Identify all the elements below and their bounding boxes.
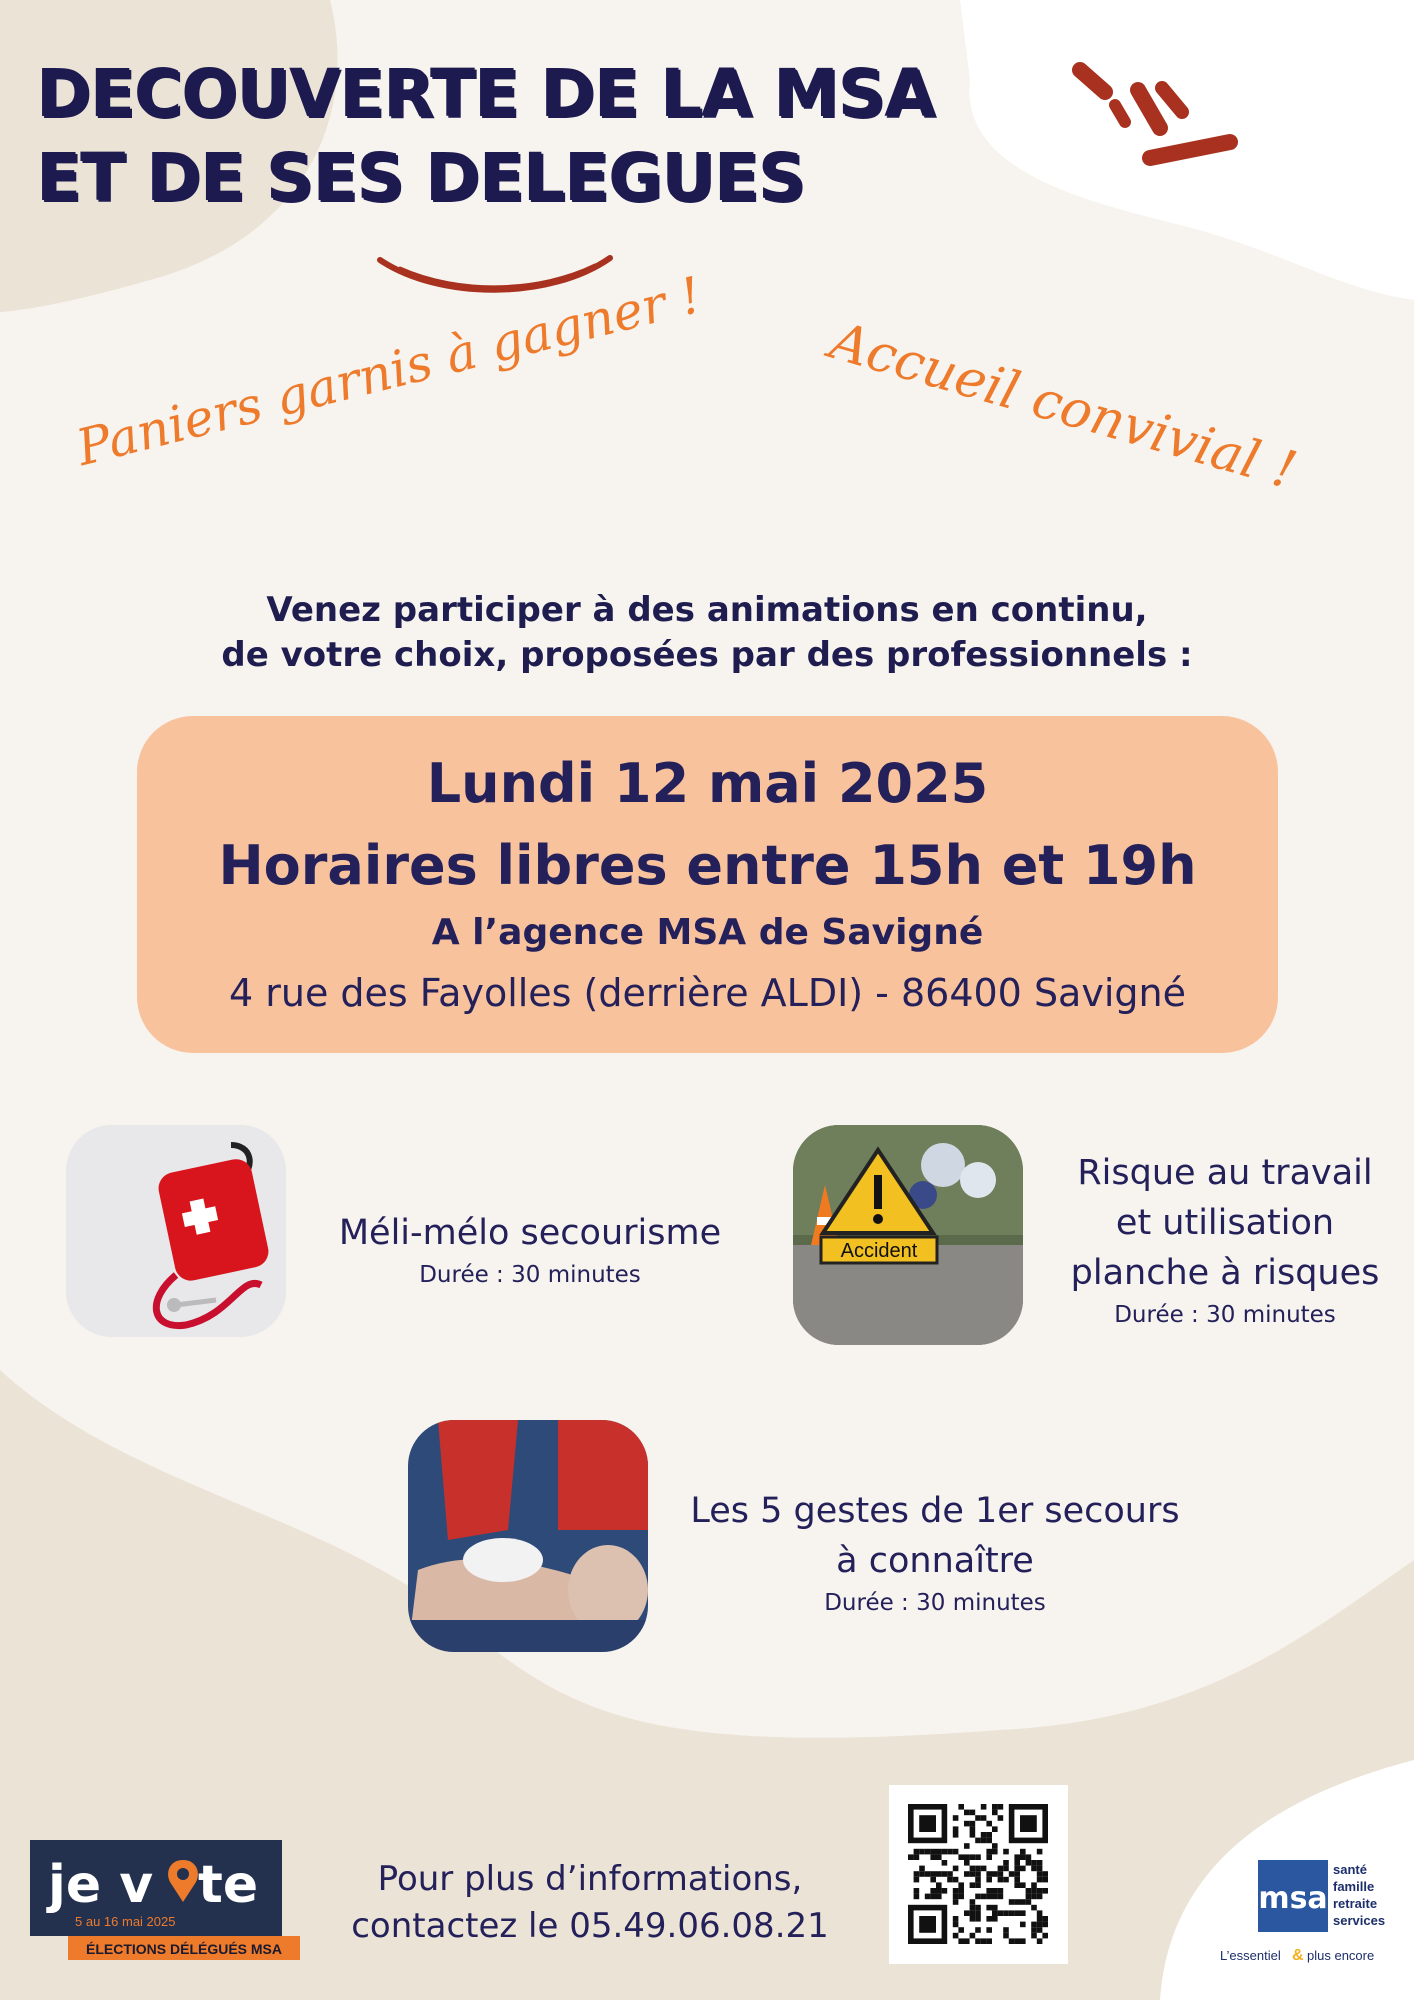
msa-mark: msa — [1258, 1881, 1328, 1916]
activity-name-line-3: planche à risques — [1070, 1253, 1380, 1293]
activity-duration: Durée : 30 minutes — [419, 1262, 641, 1288]
title-line-1: DECOUVERTE DE LA MSA — [36, 55, 935, 132]
activity-name-line-2: à connaître — [836, 1541, 1034, 1581]
activity-name-line-2: et utilisation — [1115, 1203, 1335, 1243]
activity-duration: Durée : 30 minutes — [824, 1590, 1046, 1616]
msa-word-4: services — [1333, 1913, 1386, 1928]
intro-text — [0, 588, 1414, 678]
activity-risque — [1040, 1148, 1410, 1332]
qr-code-icon — [889, 1785, 1068, 1964]
event-date: Lundi 12 mai 2025 — [426, 752, 989, 815]
event-hours: Horaires libres entre 15h et 19h — [218, 834, 1197, 897]
sparkle-strokes-icon — [1070, 50, 1270, 190]
msa-slogan-left: L’essentiel — [1220, 1948, 1281, 1963]
msa-word-1: santé — [1333, 1862, 1367, 1877]
badge-dates: 5 au 16 mai 2025 — [75, 1914, 176, 1929]
badge-te: te — [198, 1855, 259, 1915]
tagline-accueil: Accueil convivial ! — [823, 311, 1303, 502]
activity-name-line-1: Risque au travail — [1077, 1153, 1373, 1193]
page-title — [36, 52, 934, 220]
activity-duration: Durée : 30 minutes — [1114, 1302, 1336, 1328]
badge-election: ÉLECTIONS DÉLÉGUÉS MSA — [85, 1941, 283, 1957]
badge-je-v: je v — [48, 1855, 154, 1915]
msa-word-2: famille — [1333, 1879, 1375, 1894]
msa-word-3: retraite — [1333, 1896, 1378, 1911]
contact-line-1: Pour plus d’informations, — [377, 1859, 803, 1899]
msa-slogan-amp: & — [1292, 1947, 1304, 1964]
intro-line-1: Venez participer à des animations en continu, — [266, 590, 1148, 630]
intro-line-2: de votre choix, proposées par des professionnels : — [221, 635, 1193, 675]
je-vote-badge — [30, 1840, 300, 1966]
msa-slogan-right: plus encore — [1307, 1948, 1375, 1963]
activity-name: Méli-mélo secourisme — [338, 1213, 722, 1253]
event-place: A l’agence MSA de Savigné — [431, 912, 984, 953]
activity-gestes — [670, 1486, 1200, 1620]
accident-sign-label: Accident — [840, 1240, 918, 1262]
msa-logo — [1215, 1860, 1414, 1970]
tagline-paniers: Paniers garnis à gagner ! — [70, 265, 708, 478]
event-info-box — [137, 716, 1278, 1053]
accident-sign-photo — [793, 1125, 1023, 1345]
cpr-training-photo — [408, 1420, 648, 1652]
activity-secourisme — [320, 1208, 740, 1292]
first-aid-kit-photo — [66, 1125, 286, 1337]
qr-code[interactable] — [889, 1785, 1068, 1964]
contact-info — [330, 1856, 850, 1950]
title-line-2: ET DE SES DELEGUES — [36, 139, 805, 216]
event-address: 4 rue des Fayolles (derrière ALDI) - 86400 Savigné — [229, 971, 1186, 1015]
activity-name-line-1: Les 5 gestes de 1er secours — [690, 1491, 1180, 1531]
contact-phone[interactable]: contactez le 05.49.06.08.21 — [351, 1906, 829, 1946]
